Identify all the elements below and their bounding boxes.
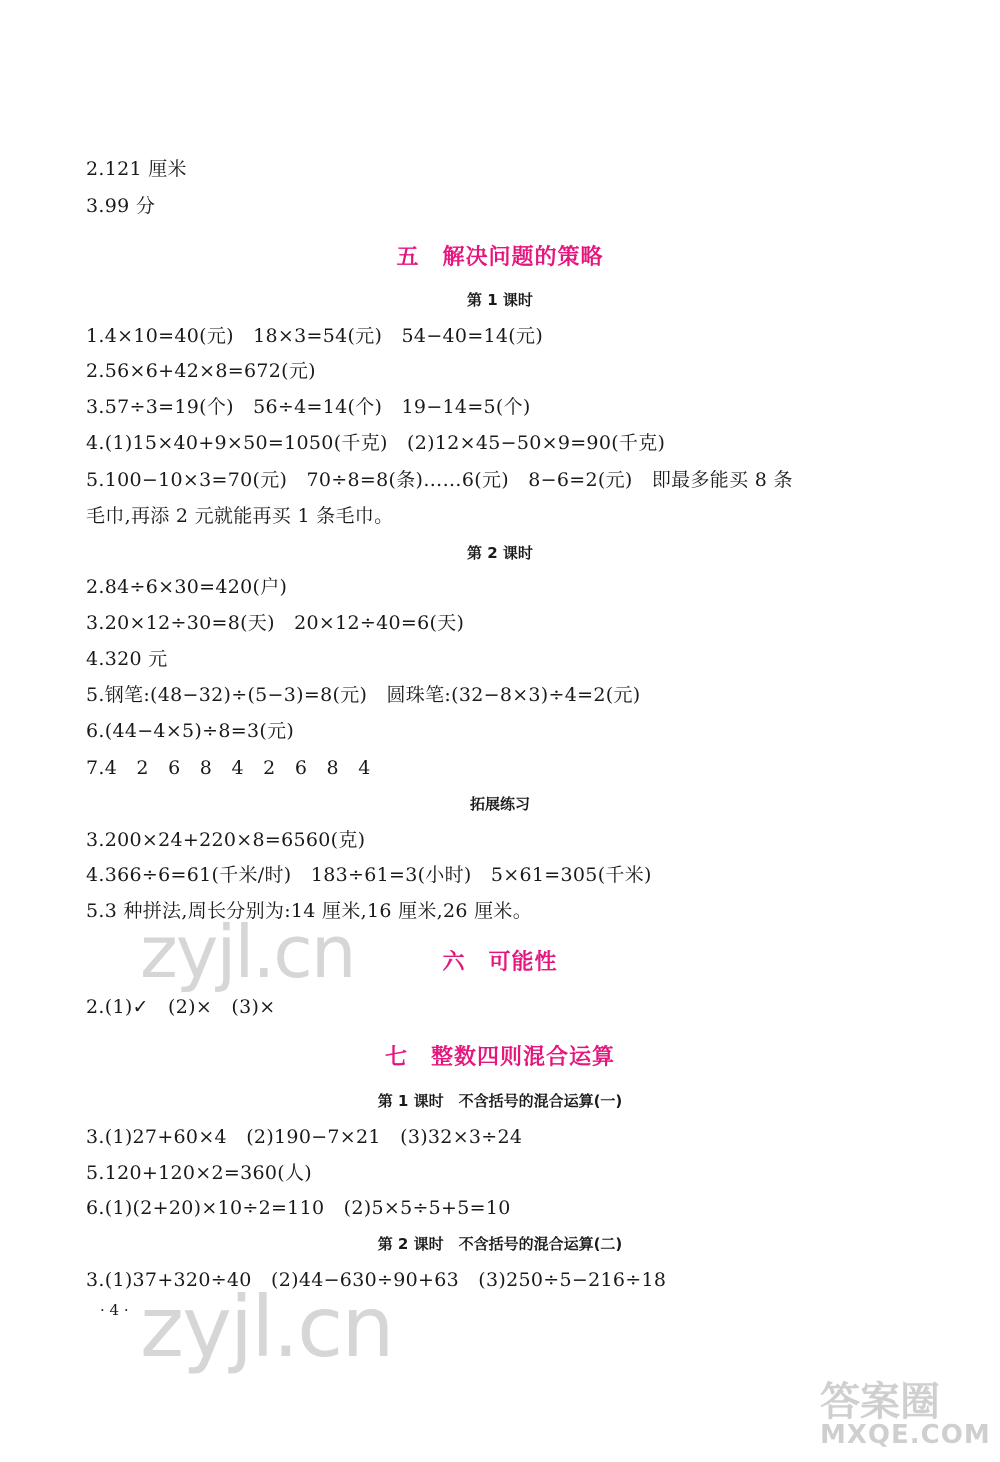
page-number: · 4 · (100, 1301, 129, 1319)
answer-line: 3.(1)27+60×4 (2)190−7×21 (3)32×3÷24 (86, 1126, 523, 1148)
answer-line: 5.3 种拼法,周长分别为:14 厘米,16 厘米,26 厘米。 (86, 900, 533, 922)
answer-line: 1.4×10=40(元) 18×3=54(元) 54−40=14(元) (86, 325, 544, 347)
answer-line: 6.(1)(2+20)×10÷2=110 (2)5×5÷5+5=10 (86, 1197, 511, 1219)
section-title: 五 解决问题的策略 (396, 245, 604, 270)
answer-line: 6.(44−4×5)÷8=3(元) (86, 720, 295, 742)
answer-line: 2.(1)✓ (2)× (3)× (86, 996, 276, 1018)
lesson-title: 第 2 课时 不含括号的混合运算(二) (377, 1235, 623, 1253)
lesson-title: 第 1 课时 (467, 291, 533, 309)
watermark-url: MXQE.COM (820, 1420, 991, 1450)
answer-line: 3.57÷3=19(个) 56÷4=14(个) 19−14=5(个) (86, 396, 531, 418)
answer-line: 4.320 元 (86, 648, 168, 670)
watermark-logo: zyjl.cn (140, 910, 355, 994)
answer-line: 2.56×6+42×8=672(元) (86, 360, 316, 382)
answer-line: 5.100−10×3=70(元) 70÷8=8(条)……6(元) 8−6=2(元) 即最多能买 8 条 (86, 469, 793, 491)
answer-line: 5.120+120×2=360(人) (86, 1162, 312, 1184)
section-title: 六 可能性 (442, 950, 558, 975)
answer-line: 2.84÷6×30=420(户) (86, 576, 288, 598)
lesson-title: 第 1 课时 不含括号的混合运算(一) (377, 1092, 623, 1110)
answer-line-continued: 毛巾,再添 2 元就能再买 1 条毛巾。 (86, 505, 394, 527)
watermark-logo: zyjl.cn (140, 1278, 393, 1376)
answer-line: 3.200×24+220×8=6560(克) (86, 829, 366, 851)
answer-line: 3.20×12÷30=8(天) 20×12÷40=6(天) (86, 612, 465, 634)
answer-line: 2.121 厘米 (86, 158, 187, 180)
answer-line: 4.(1)15×40+9×50=1050(千克) (2)12×45−50×9=90(千克) (86, 432, 666, 454)
answer-line: 3.99 分 (86, 195, 156, 217)
answer-line: 5.钢笔:(48−32)÷(5−3)=8(元) 圆珠笔:(32−8×3)÷4=2(元) (86, 684, 641, 706)
answer-line: 7.4 2 6 8 4 2 6 8 4 (86, 757, 371, 779)
lesson-title: 拓展练习 (469, 795, 530, 813)
lesson-title: 第 2 课时 (467, 544, 533, 562)
answer-line: 3.(1)37+320÷40 (2)44−630÷90+63 (3)250÷5−216÷18 (86, 1269, 667, 1291)
watermark-badge: 答案圈 (820, 1379, 940, 1425)
answer-line: 4.366÷6=61(千米/时) 183÷61=3(小时) 5×61=305(千米) (86, 864, 652, 886)
section-title: 七 整数四则混合运算 (384, 1045, 615, 1070)
